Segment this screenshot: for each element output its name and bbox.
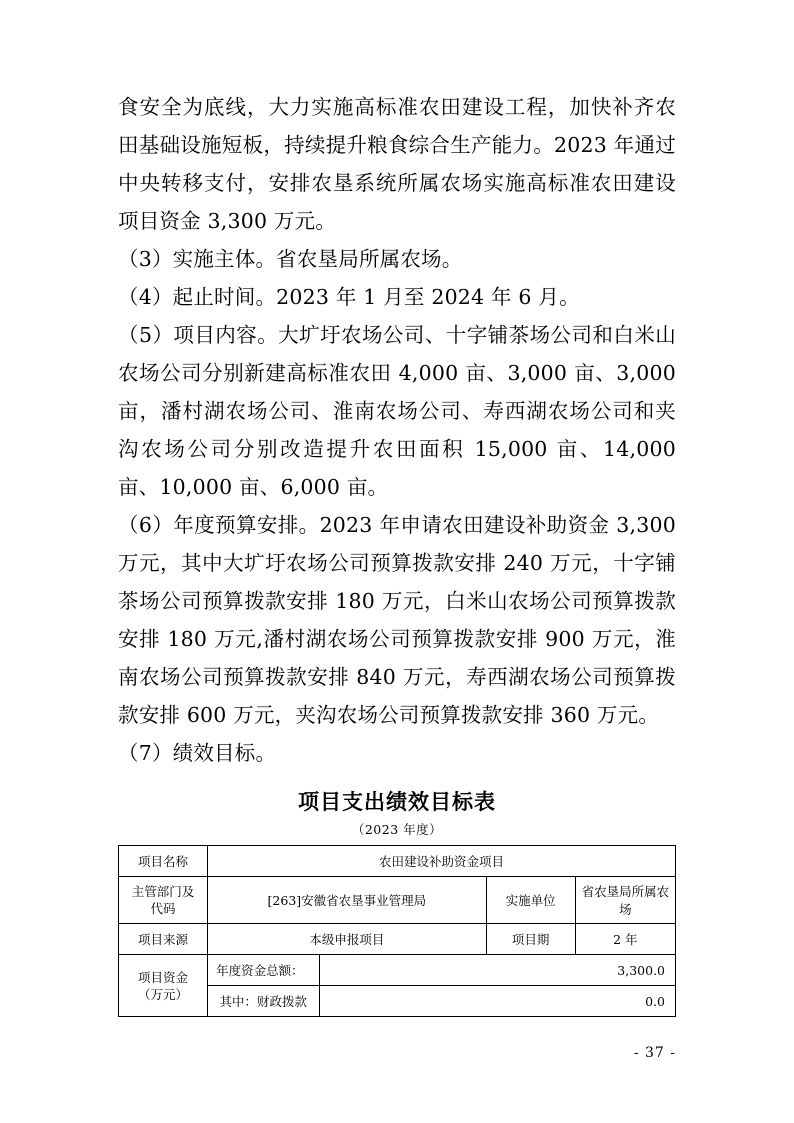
cell-project-source-label: 项目来源 <box>119 924 208 955</box>
cell-project-funds-label-line2: （万元） <box>138 986 189 1002</box>
paragraph-continuation: 食安全为底线，大力实施高标准农田建设工程，加快补齐农田基础设施短板，持续提升粮食综合生产能力。2023 年通过中央转移支付，安排农垦系统所属农场实施高标准农田建设项目资金 3,300 万元。 <box>118 95 676 233</box>
cell-project-period-label: 项目期 <box>486 924 575 955</box>
paragraph-project-content: （5）项目内容。大圹圩农场公司、十字铺茶场公司和白米山农场公司分别新建高标准农田 4,000 亩、3,000 亩、3,000 亩，潘村湖农场公司、淮南农场公司、寿西湖农场公司和夹沟农场公司分别改造提升农田面积 15,000 亩、14,000 亩、10,000 亩、6,000 亩。 <box>118 323 676 499</box>
table-row <box>119 924 676 955</box>
cell-department-label-line1: 主管部门及 <box>131 884 195 899</box>
paragraph-implementation-subject: （3）实施主体。省农垦局所属农场。 <box>118 247 463 271</box>
paragraph-period: （4）起止时间。2023 年 1 月至 2024 年 6 月。 <box>118 285 580 309</box>
table-title: 项目支出绩效目标表 <box>298 789 496 814</box>
cell-annual-total-value: 3,300.0 <box>319 955 676 986</box>
performance-goal-table <box>118 845 676 1017</box>
cell-fiscal-appropriation-label: 其中：财政拨款 <box>208 986 319 1017</box>
cell-project-source-value: 本级申报项目 <box>208 924 486 955</box>
table-row <box>119 846 676 877</box>
page-number: - 37 - <box>633 1045 676 1061</box>
cell-project-funds-label-line1: 项目资金 <box>138 969 189 985</box>
cell-department-value: [263]安徽省农垦事业管理局 <box>208 877 486 924</box>
cell-project-period-value: 2 年 <box>575 924 675 955</box>
paragraph-performance-goal: （7）绩效目标。 <box>118 741 277 765</box>
cell-implementing-unit-value: 省农垦局所属农场 <box>575 877 675 924</box>
cell-department-label-line2: 代码 <box>150 901 176 916</box>
cell-fiscal-appropriation-value: 0.0 <box>319 986 676 1017</box>
cell-implementing-unit-label: 实施单位 <box>486 877 575 924</box>
cell-department-label <box>119 877 208 924</box>
table-row <box>119 955 676 986</box>
cell-annual-total-label: 年度资金总额： <box>208 955 319 986</box>
paragraph-annual-budget: （6）年度预算安排。2023 年申请农田建设补助资金 3,300 万元，其中大圹圩农场公司预算拨款安排 240 万元，十字铺茶场公司预算拨款安排 180 万元，白米山农场公司预算拨款安排 180 万元,潘村湖农场公司预算拨款安排 900 万元，淮南农场公司预算拨款安排 840 万元，寿西湖农场公司预算拨款安排 600 万元，夹沟农场公司预算拨款安排 360 万元。 <box>118 513 676 727</box>
table-row <box>119 877 676 924</box>
document-body <box>118 88 676 772</box>
table-subtitle: （2023 年度） <box>351 822 443 837</box>
cell-project-funds-label <box>119 955 208 1017</box>
cell-project-name-value: 农田建设补助资金项目 <box>208 846 676 877</box>
cell-project-name-label: 项目名称 <box>119 846 208 877</box>
